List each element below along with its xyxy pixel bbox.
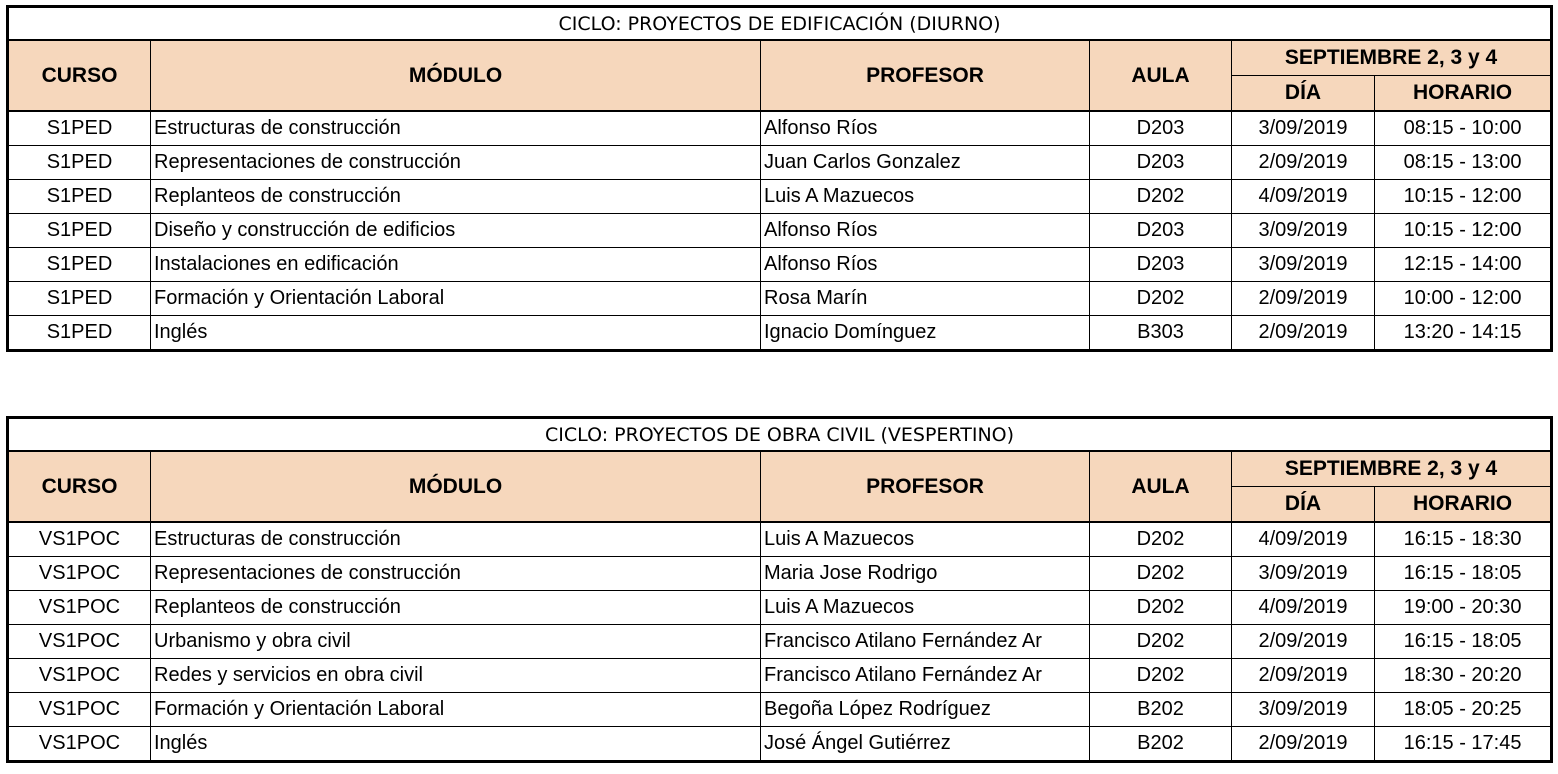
table-row: [8, 727, 1552, 762]
cell-aula: B303: [1090, 316, 1232, 351]
cell-dia: 2/09/2019: [1232, 727, 1375, 762]
table-title: CICLO: PROYECTOS DE EDIFICACIÓN (DIURNO): [8, 7, 1552, 41]
cell-modulo: Representaciones de construcción: [151, 557, 761, 591]
cell-curso: VS1POC: [8, 591, 151, 625]
cell-profesor: José Ángel Gutiérrez: [761, 727, 1090, 762]
cell-modulo: Instalaciones en edificación: [151, 248, 761, 282]
table-row: [8, 111, 1552, 146]
header-horario: HORARIO: [1375, 487, 1552, 523]
cell-horario: 10:15 - 12:00: [1375, 214, 1552, 248]
cell-horario: 08:15 - 10:00: [1375, 111, 1552, 146]
cell-modulo: Representaciones de construcción: [151, 146, 761, 180]
cell-horario: 13:20 - 14:15: [1375, 316, 1552, 351]
cell-dia: 2/09/2019: [1232, 659, 1375, 693]
cell-aula: D202: [1090, 180, 1232, 214]
header-curso: CURSO: [8, 451, 151, 522]
cell-curso: VS1POC: [8, 557, 151, 591]
cell-curso: VS1POC: [8, 693, 151, 727]
table-row: [8, 659, 1552, 693]
cell-curso: VS1POC: [8, 625, 151, 659]
cell-horario: 16:15 - 18:05: [1375, 625, 1552, 659]
cell-modulo: Urbanismo y obra civil: [151, 625, 761, 659]
table-row: [8, 146, 1552, 180]
cell-horario: 18:30 - 20:20: [1375, 659, 1552, 693]
cell-modulo: Estructuras de construcción: [151, 111, 761, 146]
cell-horario: 16:15 - 17:45: [1375, 727, 1552, 762]
cell-dia: 2/09/2019: [1232, 316, 1375, 351]
cell-profesor: Alfonso Ríos: [761, 111, 1090, 146]
cell-dia: 4/09/2019: [1232, 522, 1375, 557]
cell-aula: B202: [1090, 727, 1232, 762]
cell-curso: VS1POC: [8, 659, 151, 693]
cell-curso: VS1POC: [8, 727, 151, 762]
cell-horario: 10:00 - 12:00: [1375, 282, 1552, 316]
table-row: [8, 693, 1552, 727]
cell-profesor: Francisco Atilano Fernández Ar: [761, 625, 1090, 659]
header-fecha: SEPTIEMBRE 2, 3 y 4: [1232, 40, 1552, 76]
table-row: [8, 591, 1552, 625]
cell-dia: 2/09/2019: [1232, 625, 1375, 659]
cell-horario: 16:15 - 18:30: [1375, 522, 1552, 557]
header-profesor: PROFESOR: [761, 40, 1090, 111]
table-row: [8, 180, 1552, 214]
cell-curso: S1PED: [8, 282, 151, 316]
cell-aula: D202: [1090, 591, 1232, 625]
cell-profesor: Luis A Mazuecos: [761, 522, 1090, 557]
cell-dia: 4/09/2019: [1232, 591, 1375, 625]
schedule-table-edificacion: [6, 5, 1553, 352]
header-aula: AULA: [1090, 451, 1232, 522]
table-row: [8, 282, 1552, 316]
cell-curso: S1PED: [8, 180, 151, 214]
table-row: [8, 625, 1552, 659]
cell-profesor: Juan Carlos Gonzalez: [761, 146, 1090, 180]
cell-horario: 19:00 - 20:30: [1375, 591, 1552, 625]
cell-aula: D203: [1090, 146, 1232, 180]
cell-modulo: Inglés: [151, 316, 761, 351]
cell-profesor: Francisco Atilano Fernández Ar: [761, 659, 1090, 693]
cell-aula: D202: [1090, 557, 1232, 591]
cell-aula: D202: [1090, 522, 1232, 557]
header-horario: HORARIO: [1375, 76, 1552, 112]
table-row: [8, 557, 1552, 591]
cell-modulo: Replanteos de construcción: [151, 180, 761, 214]
cell-aula: B202: [1090, 693, 1232, 727]
cell-curso: S1PED: [8, 146, 151, 180]
cell-modulo: Replanteos de construcción: [151, 591, 761, 625]
cell-curso: VS1POC: [8, 522, 151, 557]
cell-modulo: Estructuras de construcción: [151, 522, 761, 557]
cell-horario: 18:05 - 20:25: [1375, 693, 1552, 727]
schedule-table-obra-civil: [6, 416, 1553, 763]
cell-dia: 3/09/2019: [1232, 248, 1375, 282]
cell-horario: 08:15 - 13:00: [1375, 146, 1552, 180]
cell-horario: 10:15 - 12:00: [1375, 180, 1552, 214]
header-profesor: PROFESOR: [761, 451, 1090, 522]
cell-modulo: Diseño y construcción de edificios: [151, 214, 761, 248]
cell-dia: 3/09/2019: [1232, 111, 1375, 146]
cell-aula: D203: [1090, 248, 1232, 282]
cell-profesor: Rosa Marín: [761, 282, 1090, 316]
table-row: [8, 248, 1552, 282]
cell-curso: S1PED: [8, 248, 151, 282]
cell-curso: S1PED: [8, 316, 151, 351]
cell-horario: 12:15 - 14:00: [1375, 248, 1552, 282]
header-modulo: MÓDULO: [151, 451, 761, 522]
table-row: [8, 316, 1552, 351]
cell-profesor: Begoña López Rodríguez: [761, 693, 1090, 727]
cell-aula: D202: [1090, 282, 1232, 316]
cell-modulo: Inglés: [151, 727, 761, 762]
header-fecha: SEPTIEMBRE 2, 3 y 4: [1232, 451, 1552, 487]
table-row: [8, 214, 1552, 248]
table-title: CICLO: PROYECTOS DE OBRA CIVIL (VESPERTINO): [8, 418, 1552, 452]
cell-modulo: Redes y servicios en obra civil: [151, 659, 761, 693]
cell-curso: S1PED: [8, 214, 151, 248]
table-row: [8, 522, 1552, 557]
cell-dia: 3/09/2019: [1232, 557, 1375, 591]
cell-dia: 3/09/2019: [1232, 693, 1375, 727]
cell-profesor: Luis A Mazuecos: [761, 180, 1090, 214]
cell-dia: 3/09/2019: [1232, 214, 1375, 248]
header-dia: DÍA: [1232, 76, 1375, 112]
cell-curso: S1PED: [8, 111, 151, 146]
cell-horario: 16:15 - 18:05: [1375, 557, 1552, 591]
cell-modulo: Formación y Orientación Laboral: [151, 282, 761, 316]
cell-dia: 4/09/2019: [1232, 180, 1375, 214]
cell-aula: D203: [1090, 214, 1232, 248]
header-aula: AULA: [1090, 40, 1232, 111]
cell-aula: D202: [1090, 625, 1232, 659]
cell-profesor: Ignacio Domínguez: [761, 316, 1090, 351]
cell-aula: D203: [1090, 111, 1232, 146]
header-modulo: MÓDULO: [151, 40, 761, 111]
cell-aula: D202: [1090, 659, 1232, 693]
cell-dia: 2/09/2019: [1232, 146, 1375, 180]
cell-profesor: Maria Jose Rodrigo: [761, 557, 1090, 591]
cell-modulo: Formación y Orientación Laboral: [151, 693, 761, 727]
cell-profesor: Alfonso Ríos: [761, 214, 1090, 248]
cell-dia: 2/09/2019: [1232, 282, 1375, 316]
cell-profesor: Luis A Mazuecos: [761, 591, 1090, 625]
header-dia: DÍA: [1232, 487, 1375, 523]
header-curso: CURSO: [8, 40, 151, 111]
cell-profesor: Alfonso Ríos: [761, 248, 1090, 282]
